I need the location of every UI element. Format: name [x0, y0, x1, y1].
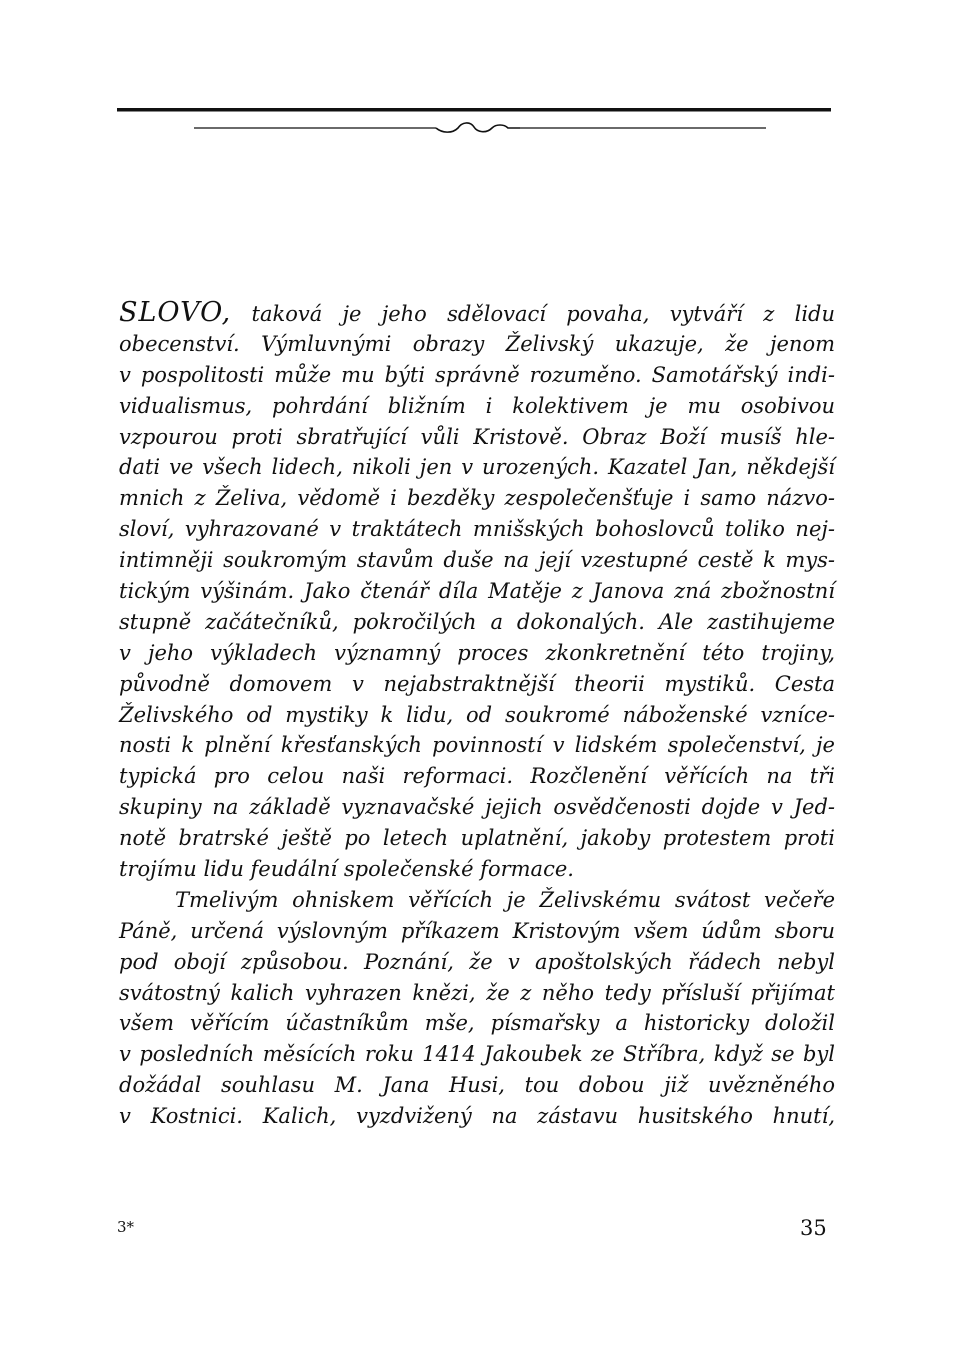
lead-word: SLOVO, [119, 297, 232, 328]
text-line: pod obojí způsobou. Poznání, že v apoštolských řádech nebyl [119, 949, 835, 974]
text-line: v posledních měsících roku 1414 Jakoubek ze Stříbra, když se byl [119, 1042, 835, 1067]
body-text [119, 298, 835, 1132]
text-line: stupně začátečníků, pokročilých a dokonalých. Ale zastihujeme [119, 609, 835, 634]
text-line: v pospolitosti může mu býti správně rozuměno. Samotářský indi- [119, 362, 835, 387]
text-line: nosti k plnění křesťanských povinností v lidském společenství, je [119, 733, 835, 758]
text-line: v Kostnici. Kalich, vyzdvižený na zástavu husitského hnutí, [119, 1104, 835, 1129]
text-line: původně domovem v nejabstraktnější theorii mystiků. Cesta [119, 671, 835, 696]
text-line: dožádal souhlasu M. Jana Husi, tou dobou již uvězněného [119, 1073, 835, 1098]
text-line: svátostný kalich vyhrazen knězi, že z něho tedy přísluší přijímat [119, 980, 835, 1005]
text-line: typická pro celou naši reformaci. Rozčlenění věřících na tři [119, 764, 835, 789]
text-line: notě bratrské ještě po letech uplatnění, jakoby protestem proti [119, 826, 835, 851]
text-line: vidualismus, pohrdání bližním i kolektivem je mu osobivou [119, 393, 835, 418]
text-line: Želivského od mystiky k lidu, od soukromé náboženské vznícе- [119, 702, 835, 727]
text-line: všem věřícím účastníkům mše, písmařsky a historicky doložil [119, 1011, 835, 1036]
text-line: tickým výšinám. Jako čtenář díla Matěje z Janova zná zbožnostní [119, 579, 835, 604]
signature-mark: 3* [117, 1218, 135, 1236]
text-line: sloví, vyhrazované v traktátech mnišských bohoslovců toliko nej- [119, 517, 835, 542]
text-line: dati ve všech lidech, nikoli jen v urozených. Kazatel Jan, někdejší [119, 455, 835, 480]
text-line: v jeho výkladech významný proces zkonkretnění této trojiny, [119, 640, 835, 665]
text-line: intimněji soukromým stavům duše na její vzestupné cestě k mys- [119, 548, 835, 573]
text-line: SLOVO, taková je jeho sdělovací povaha, vytváří z lidu [119, 297, 835, 328]
text-line: Tmelivým ohniskem věřících je Želivskému svátost večeře [175, 887, 835, 912]
text-line: Páně, určená výslovným příkazem Kristovým všem údům sboru [119, 918, 835, 943]
page-number: 35 [800, 1216, 827, 1240]
text-line: mnich z Želiva, vědomě i bezděky zespolečenšťuje i samo názvo- [119, 486, 835, 511]
text-line: vzpourou proti sbratřující vůli Kristově. Obraz Boží musíš hle- [119, 424, 835, 449]
text-line: skupiny na základě vyznavačské jejich osvědčenosti dojde v Jed- [119, 795, 835, 820]
text-line: trojímu lidu feudální společenské formace. [119, 857, 574, 882]
text-line: obecenství. Výmluvnými obrazy Želivský ukazuje, že jenom [119, 331, 835, 356]
header-ornament [0, 0, 960, 150]
